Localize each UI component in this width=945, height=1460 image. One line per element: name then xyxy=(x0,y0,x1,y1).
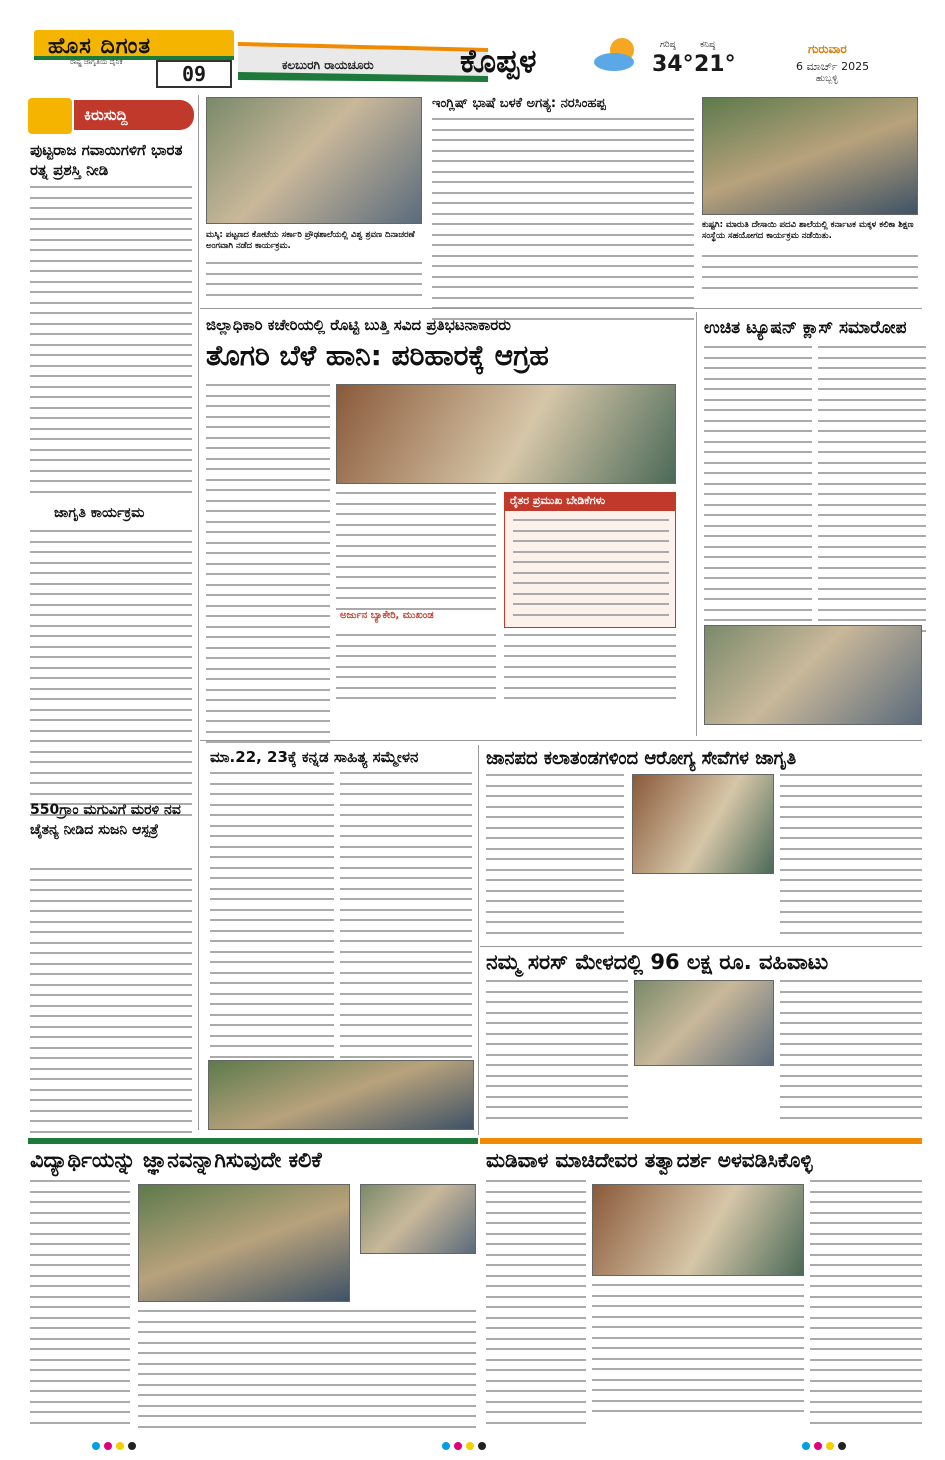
bottom-right-body-3 xyxy=(592,1284,804,1421)
bottom-left-photo-2 xyxy=(360,1184,476,1254)
page-number: 09 xyxy=(156,60,232,88)
brief-headline-3: 550ಗ್ರಾಂ ಮಗುವಿಗೆ ಮರಳಿ ನವ ಚೈತನ್ಯ ನೀಡಿದ ಸುಜನಿ ಆಸ್ಪತ್ರೆ xyxy=(30,802,181,838)
english-body xyxy=(432,118,694,328)
kushtagi-photo xyxy=(702,97,918,215)
bottom-right-photo xyxy=(592,1184,804,1276)
temp-max: 34° xyxy=(652,52,694,77)
brief-headline-2: ಜಾಗೃತಿ ಕಾರ್ಯಕ್ರಮ xyxy=(54,505,145,521)
bottom-left-headline: ವಿದ್ಯಾರ್ಥಿಯನ್ನು ಜ್ಞಾನವನ್ನಾಗಿಸುವುದೇ ಕಲಿಕೆ xyxy=(30,1148,322,1172)
registration-dots xyxy=(440,1440,500,1452)
rule xyxy=(200,308,922,309)
main-body-col1 xyxy=(206,384,330,752)
tuition-photo xyxy=(704,625,922,725)
hand-icon xyxy=(28,98,72,134)
saras-photo xyxy=(634,980,774,1066)
bottom-left-body-2 xyxy=(138,1310,476,1436)
sahitya-body-1 xyxy=(210,772,334,1066)
brief-body-3 xyxy=(30,868,192,1141)
protest-photo xyxy=(336,384,676,484)
demands-box xyxy=(504,510,676,628)
sahitya-photo xyxy=(208,1060,474,1130)
registration-dots xyxy=(90,1440,150,1452)
saras-headline: ನಮ್ಮ ಸರಸ್ ಮೇಳದಲ್ಲಿ 96 ಲಕ್ಷ ರೂ. ವಹಿವಾಟು xyxy=(486,950,829,974)
bottom-right-headline: ಮಡಿವಾಳ ಮಾಚಿದೇವರ ತತ್ವಾದರ್ಶ ಅಳವಡಿಸಿಕೊಳ್ಳಿ xyxy=(486,1148,813,1172)
main-headline: ತೊಗರಿ ಬೆಳೆ ಹಾನಿ: ಪರಿಹಾರಕ್ಕೆ ಆಗ್ರಹ xyxy=(206,339,549,372)
tuition-headline: ಉಚಿತ ಟ್ಯೂಷನ್ ಕ್ಲಾಸ್ ಸಮಾರೋಪ xyxy=(704,318,907,338)
main-body-col2 xyxy=(336,634,496,708)
hearing-day-caption: ಮಸ್ಕಿ: ಪಟ್ಟಣದ ಕೋಟೆಯ ಸರ್ಕಾರಿ ಪ್ರೌಢಶಾಲೆಯಲ್ಲಿ ವಿಶ್ವ ಶ್ರವಣ ದಿನಾಚರಣೆ ಅಂಗವಾಗಿ ನಡೆದ ಕಾರ್ಯಕ್ರಮ. xyxy=(206,230,415,251)
weather-icon xyxy=(590,34,646,74)
brief-headline-1: ಪುಟ್ಟರಾಜ ಗವಾಯಿಗಳಿಗೆ ಭಾರತ ರತ್ನ ಪ್ರಶಸ್ತಿ ನೀಡಿ xyxy=(30,141,183,179)
tuition-body-1 xyxy=(704,346,812,640)
temp-max-label: ಗರಿಷ್ಠ xyxy=(660,40,676,50)
date: 6 ಮಾರ್ಚ್ 2025 xyxy=(796,60,870,73)
brief-body-2 xyxy=(30,530,192,824)
temp-min-label: ಕನಿಷ್ಠ xyxy=(700,40,716,50)
column-rule xyxy=(696,312,697,736)
bottom-right-body-2 xyxy=(810,1180,922,1432)
janapada-photo xyxy=(632,774,774,874)
demands-box-title: ರೈತರ ಪ್ರಮುಖ ಬೇಡಿಕೆಗಳು xyxy=(504,492,676,510)
sahitya-headline: ಮಾ.22, 23ಕ್ಕೆ ಕನ್ನಡ ಸಾಹಿತ್ಯ ಸಮ್ಮೇಳನ xyxy=(210,748,419,766)
hearing-day-caption-body xyxy=(206,262,422,304)
english-headline: ಇಂಗ್ಲಿಷ್ ಭಾಷೆ ಬಳಕೆ ಅಗತ್ಯ: ನರಸಿಂಹಪ್ಪ xyxy=(432,96,606,111)
kushtagi-caption-body xyxy=(702,255,918,297)
bottom-right-body-1 xyxy=(486,1180,586,1432)
kushtagi-caption: ಕುಷ್ಟಗಿ: ಮಾರುತಿ ದೇಸಾಯಿ ಪದವಿ ಶಾಲೆಯಲ್ಲಿ ಕರ್ನಾಟಕ ಮಕ್ಕಳ ಕಲಿಕಾ ಶಿಕ್ಷಣ ಸಂಸ್ಥೆಯ ಸಹಯೋಗದ ಕಾರ್ಯಕ್ರಮ ನಡೆಯಿತು. xyxy=(702,220,914,241)
sahitya-body-2 xyxy=(340,772,472,1066)
cities-label: ಕಲಬುರಗಿ ರಾಯಚೂರು xyxy=(282,58,374,72)
main-kicker: ಜಿಲ್ಲಾಧಿಕಾರಿ ಕಚೇರಿಯಲ್ಲಿ ರೊಟ್ಟಿ ಬುತ್ತಿ ಸವಿದ ಪ್ರತಿಭಟನಾಕಾರರು xyxy=(206,316,511,334)
bottom-left-body-1 xyxy=(30,1180,130,1432)
temp-min: 21° xyxy=(694,52,736,77)
rule xyxy=(200,740,922,741)
janapada-body-1 xyxy=(486,774,624,942)
edition: ಹುಬ್ಬಳ್ಳಿ xyxy=(816,74,838,84)
column-rule xyxy=(478,745,479,1135)
tuition-body-2 xyxy=(818,346,926,640)
janapada-body-2 xyxy=(780,774,922,942)
saras-body-2 xyxy=(780,980,922,1127)
quote-byline: ಅರ್ಜುನ ಬ್ಯಾಕೇರಿ, ಮುಖಂಡ xyxy=(340,610,434,621)
rule xyxy=(480,946,922,947)
bottom-left-photo xyxy=(138,1184,350,1302)
janapada-headline: ಜಾನಪದ ಕಲಾತಂಡಗಳಿಂದ ಆರೋಗ್ಯ ಸೇವೆಗಳ ಜಾಗೃತಿ xyxy=(486,748,797,769)
section-label: ಕಿರುಸುದ್ದಿ xyxy=(74,100,194,130)
rule-accent xyxy=(480,1138,922,1144)
registration-dots xyxy=(800,1440,860,1452)
main-quote-body xyxy=(336,492,496,618)
hearing-day-photo xyxy=(206,97,422,224)
brief-body-1 xyxy=(30,186,192,501)
city-name: ಕೊಪ್ಪಳ xyxy=(460,42,537,80)
column-rule xyxy=(198,95,199,1130)
day: ಗುರುವಾರ xyxy=(808,42,847,56)
main-body-col3 xyxy=(504,634,676,708)
saras-body-1 xyxy=(486,980,628,1127)
tagline: ರಾಷ್ಟ್ರ ಜಾಗೃತಿಯ ದೈನಿಕ xyxy=(70,58,123,66)
rule-accent xyxy=(28,1138,478,1144)
logo: ಹೊಸ ದಿಗಂತ xyxy=(48,34,152,59)
